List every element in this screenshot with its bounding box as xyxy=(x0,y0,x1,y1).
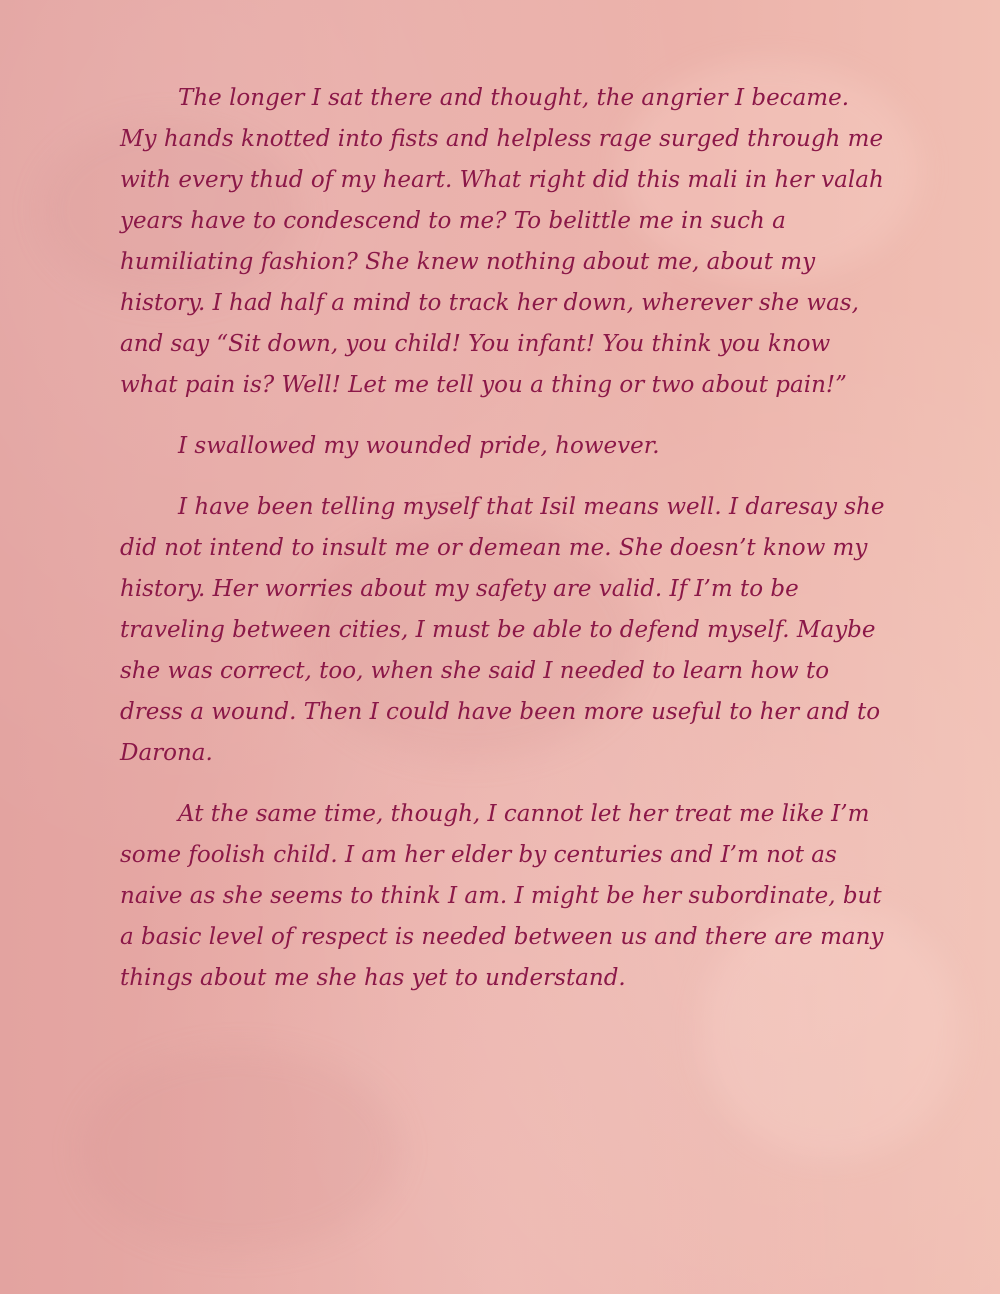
paragraph-2: I swallowed my wounded pride, however. xyxy=(178,433,660,459)
paragraph-4: At the same time, though, I cannot let her treat me like I’m some foolish child. I am her elder by centuries and I’m not as naive as she seems to think I am. I might be her subordinate, but a basic level of respect is needed between us and there are many things about me she has yet to understand. xyxy=(120,801,884,991)
paragraph-1: The longer I sat there and thought, the angrier I became. My hands knotted into fists and helpless rage surged through me with every thud of my heart. What right did this mali in her valah years have to condescend to me? To belittle me in such a humiliating fashion? She knew nothing about me, about my history. I had half a mind to track her down, wherever she was, and say “Sit down, you child! You infant! You think you know what pain is? Well! Let me tell you a thing or two about pain!” xyxy=(120,85,884,398)
paragraph-3: I have been telling myself that Isil means well. I daresay she did not intend to insult me or demean me. She doesn’t know my history. Her worries about my safety are valid. If I’m to be traveling between cities, I must be able to defend myself. Maybe she was correct, too, when she said I needed to learn how to dress a wound. Then I could have been more useful to her and to Darona. xyxy=(120,494,885,766)
paper-texture xyxy=(80,1050,400,1250)
journal-entry-text xyxy=(120,78,890,1019)
